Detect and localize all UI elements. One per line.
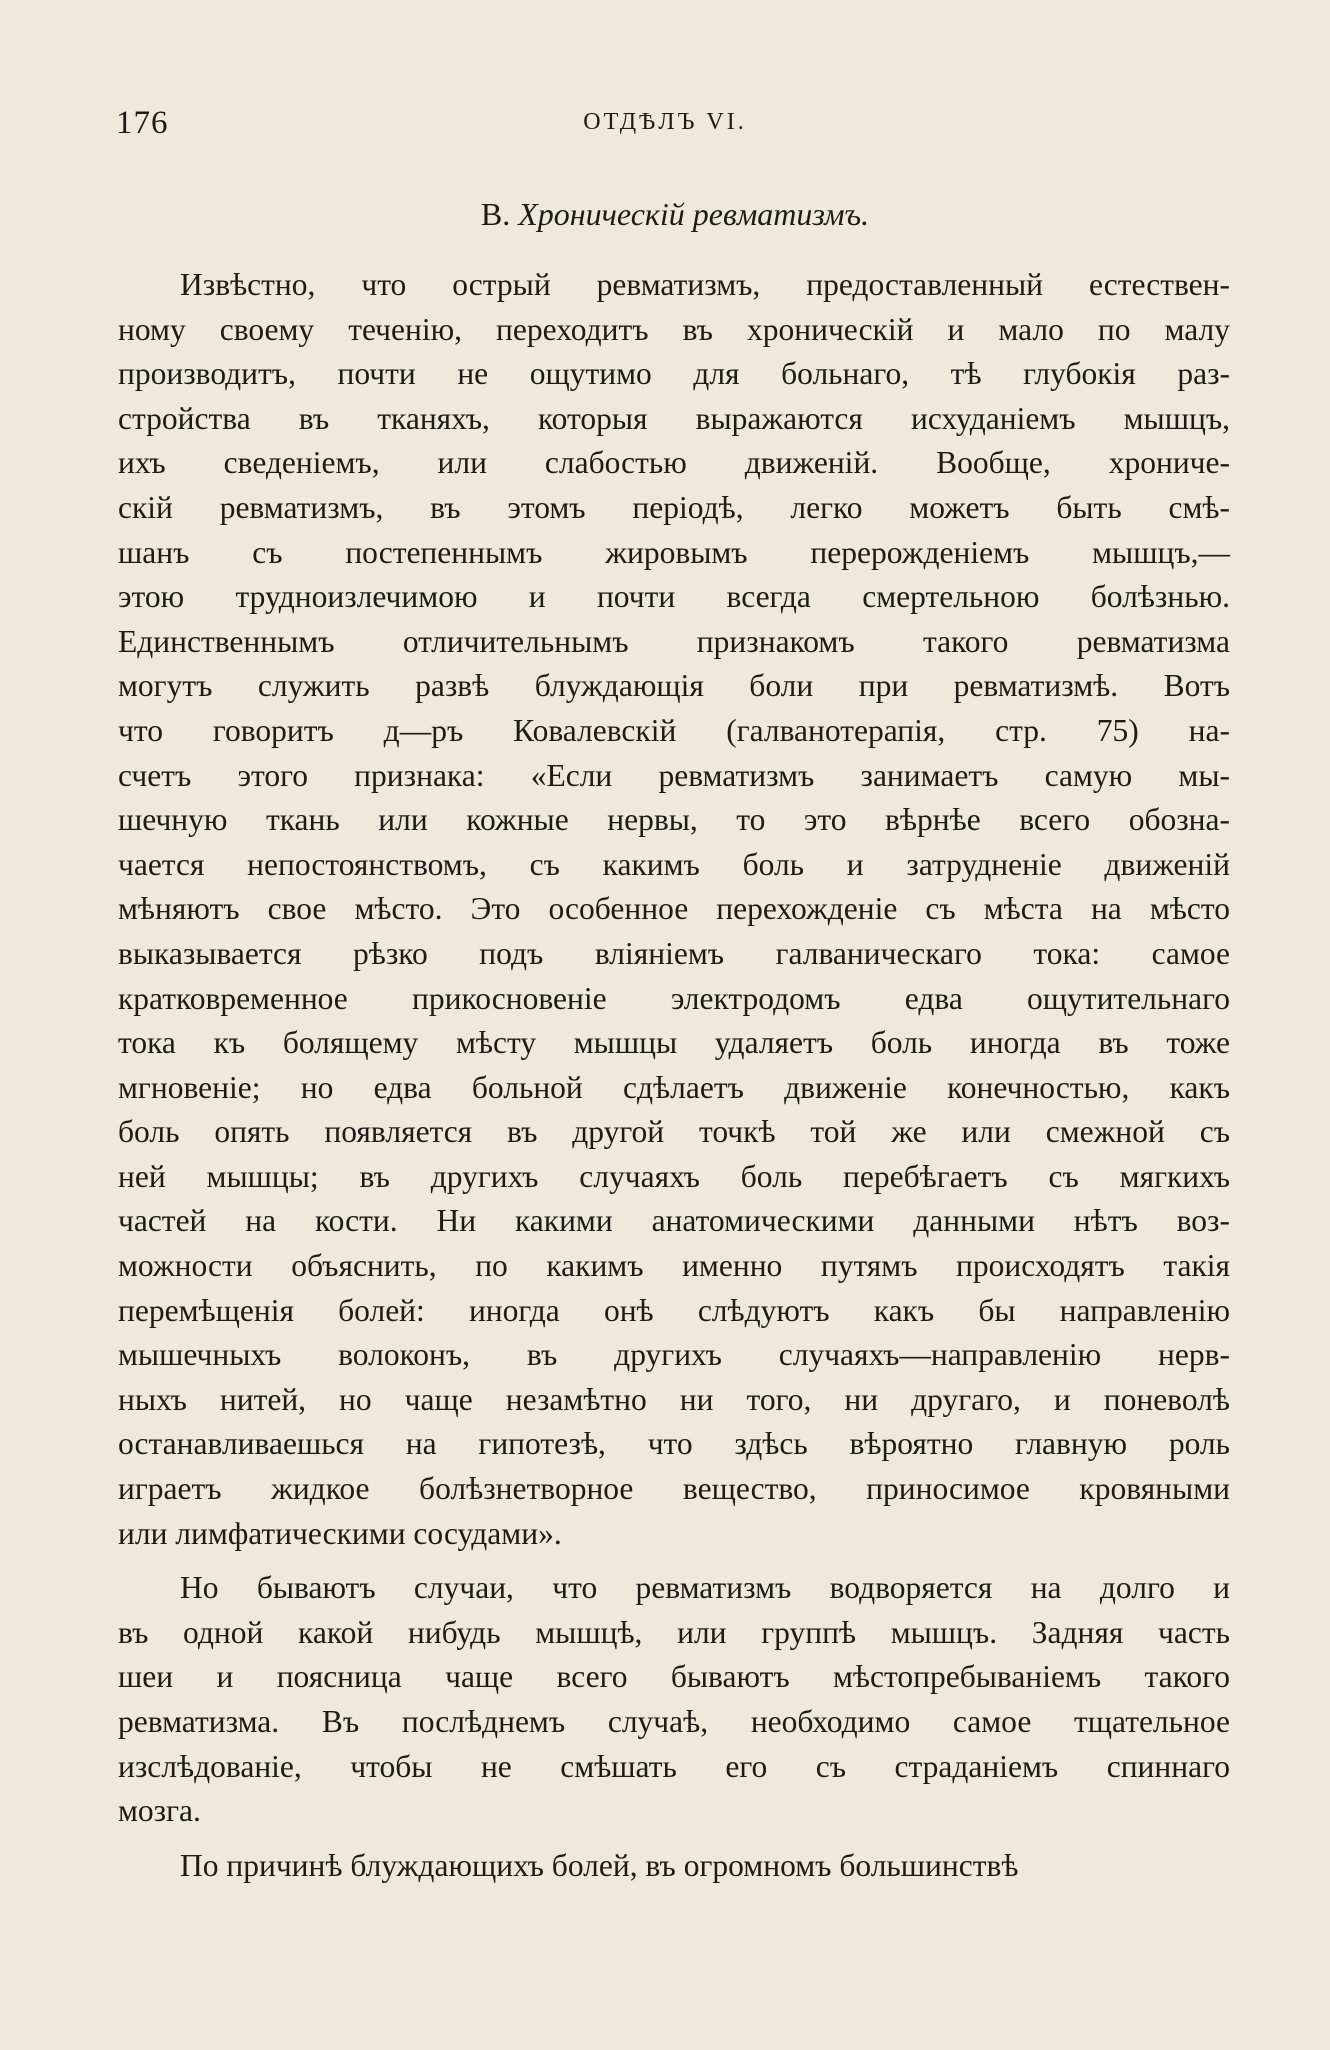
text-line: Но бываютъ случаи, что ревматизмъ водворяется на долго и [180, 1570, 1230, 1606]
text-line: изслѣдованіе, чтобы не смѣшать его съ страданіемъ спиннаго [118, 1748, 1230, 1784]
text-line: играетъ жидкое болѣзнетворное вещество, приносимое кровяными [118, 1471, 1230, 1507]
heading-title: Хроническій ревматизмъ. [518, 196, 870, 232]
running-head [116, 105, 1214, 145]
page-number: 176 [116, 105, 169, 141]
heading-letter: В. [480, 196, 511, 232]
text-line: чается непостоянствомъ, съ какимъ боль и затрудненіе движеній [118, 846, 1230, 882]
text-line: боль опять появляется въ другой точкѣ той же или смежной съ [118, 1114, 1230, 1150]
text-line: мышечныхъ волоконъ, въ другихъ случаяхъ—направленію нерв- [118, 1337, 1230, 1373]
paragraph [118, 1566, 1230, 1834]
body-text [118, 263, 1230, 1888]
text-line: мозга. [118, 1793, 201, 1829]
paragraph [118, 1844, 1230, 1889]
text-line: этою трудноизлечимою и почти всегда смертельною болѣзнью. [118, 579, 1230, 615]
text-line: могутъ служить развѣ блуждающія боли при ревматизмѣ. Вотъ [118, 668, 1230, 704]
chapter-heading [116, 196, 1234, 233]
text-line: скій ревматизмъ, въ этомъ періодѣ, легко можетъ быть смѣ- [118, 489, 1230, 525]
text-line: мгновеніе; но едва больной сдѣлаетъ движеніе конечностью, какъ [118, 1069, 1230, 1105]
text-line: перемѣщенія болей: иногда онѣ слѣдуютъ какъ бы направленію [118, 1292, 1230, 1328]
text-line: что говоритъ д—ръ Ковалевскій (галванотерапія, стр. 75) на- [118, 712, 1230, 748]
text-line: Единственнымъ отличительнымъ признакомъ такого ревматизма [118, 623, 1230, 659]
text-line: ныхъ нитей, но чаще незамѣтно ни того, ни другаго, и поневолѣ [118, 1381, 1230, 1417]
text-line: можности объяснить, по какимъ именно путямъ происходятъ такія [118, 1248, 1230, 1284]
text-line: шечную ткань или кожные нервы, то это вѣрнѣе всего обозна- [118, 802, 1230, 838]
text-line: кратковременное прикосновеніе электродомъ едва ощутительнаго [118, 980, 1230, 1016]
text-line: ней мышцы; въ другихъ случаяхъ боль перебѣгаетъ съ мягкихъ [118, 1158, 1230, 1194]
text-line: частей на кости. Ни какими анатомическими данными нѣтъ воз- [118, 1203, 1230, 1239]
text-line: мѣняютъ свое мѣсто. Это особенное перехожденіе съ мѣста на мѣсто [118, 891, 1230, 927]
text-line: въ одной какой нибудь мышцѣ, или группѣ мышцъ. Задняя часть [118, 1614, 1230, 1650]
text-line: выказывается рѣзко подъ вліяніемъ галваническаго тока: самое [118, 935, 1230, 971]
text-line: или лимфатическими сосудами». [118, 1515, 562, 1551]
section-label: ОТДѢЛЪ VI. [583, 109, 747, 135]
paragraph [118, 263, 1230, 1556]
text-line: стройства въ тканяхъ, которыя выражаются исхуданіемъ мышцъ, [118, 400, 1230, 436]
text-line: останавливаешься на гипотезѣ, что здѣсь вѣроятно главную роль [118, 1426, 1230, 1462]
text-line: По причинѣ блуждающихъ болей, въ огромномъ большинствѣ [180, 1847, 1019, 1883]
text-line: Извѣстно, что острый ревматизмъ, предоставленный естествен- [180, 267, 1230, 302]
text-line: ревматизма. Въ послѣднемъ случаѣ, необходимо самое тщательное [118, 1704, 1230, 1739]
text-line: ному своему теченію, переходитъ въ хроническій и мало по малу [118, 311, 1230, 347]
text-line: ихъ сведеніемъ, или слабостью движеній. Вообще, хрониче- [118, 445, 1230, 481]
text-line: шеи и поясница чаще всего бываютъ мѣстопребываніемъ такого [118, 1659, 1230, 1695]
text-line: шанъ съ постепеннымъ жировымъ перерожденіемъ мышцъ,— [118, 534, 1230, 570]
text-line: производитъ, почти не ощутимо для больнаго, тѣ глубокія раз- [118, 356, 1230, 392]
text-line: тока къ болящему мѣсту мышцы удаляетъ боль иногда въ тоже [118, 1025, 1230, 1061]
text-line: счетъ этого признака: «Если ревматизмъ занимаетъ самую мы- [118, 757, 1230, 793]
